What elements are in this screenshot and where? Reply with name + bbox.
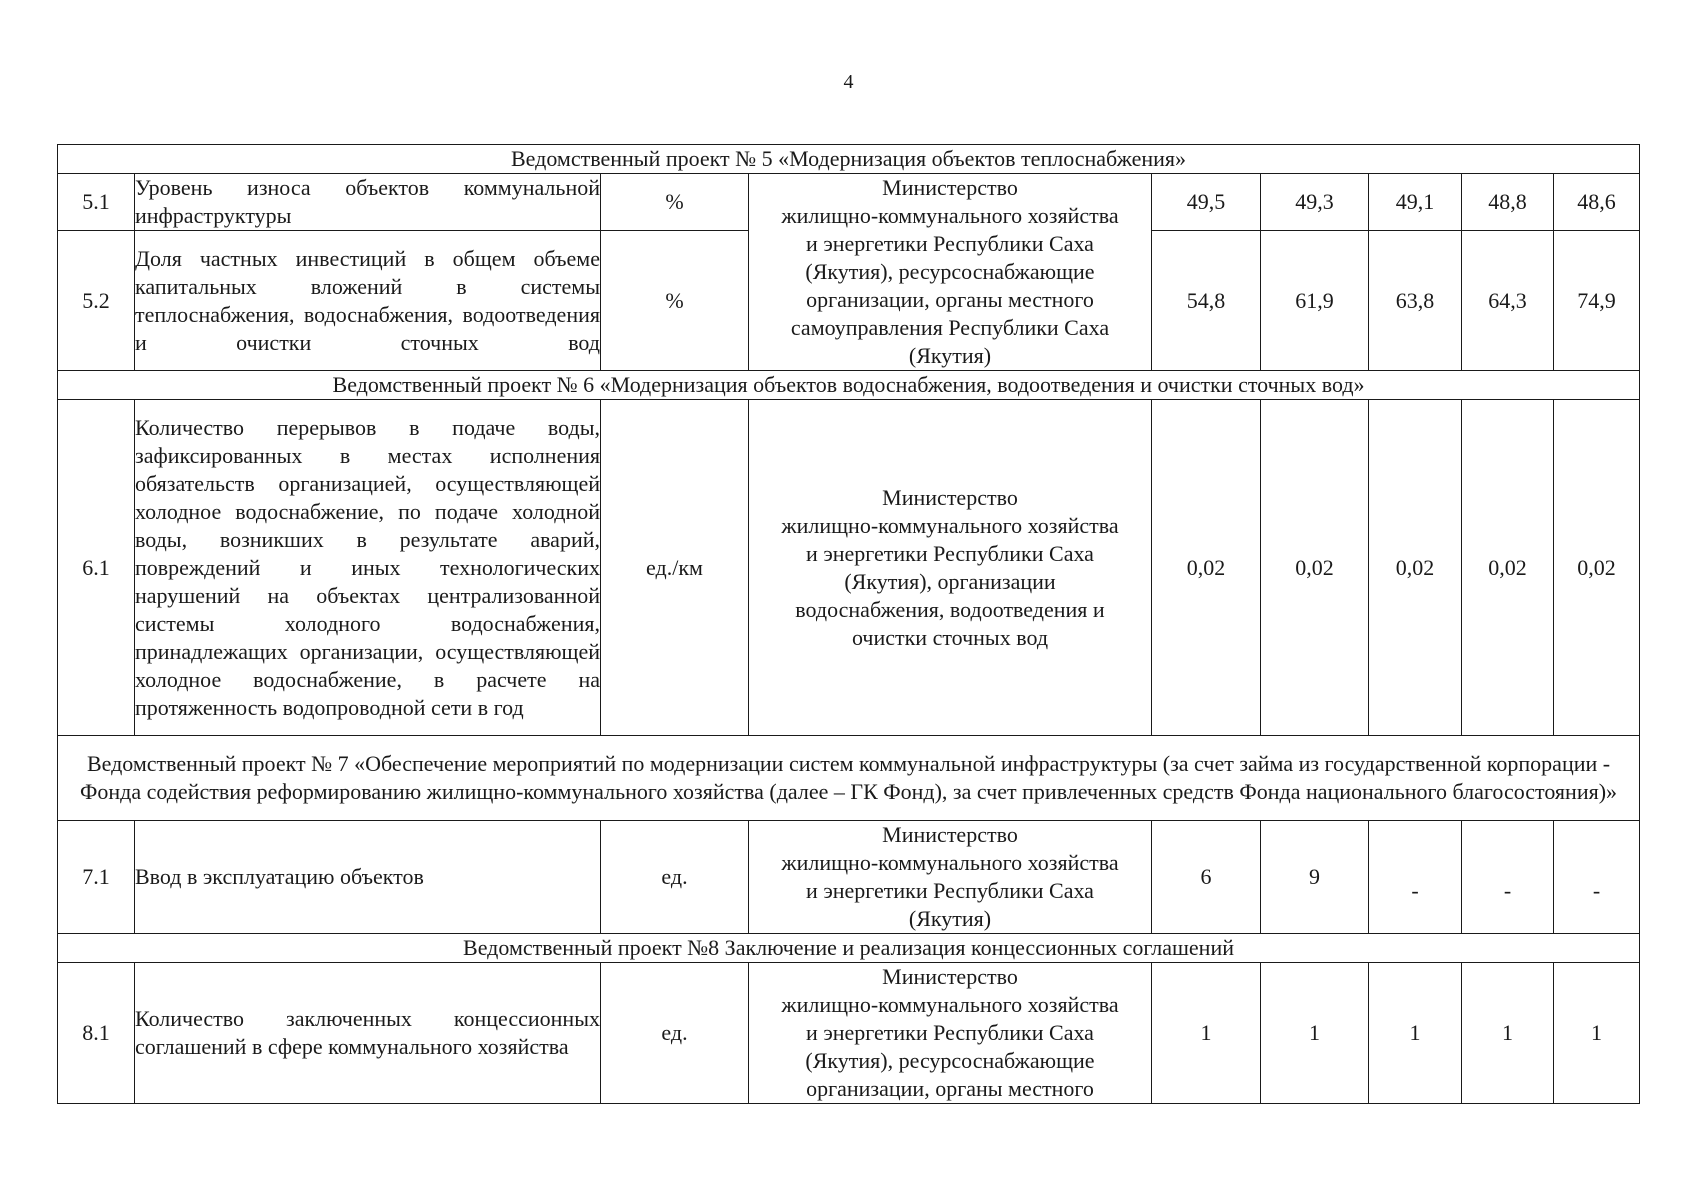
value-cell: 49,3 <box>1261 174 1369 231</box>
value-cell: 61,9 <box>1261 231 1369 371</box>
table-row-6-1 <box>58 400 1640 736</box>
row-number: 8.1 <box>58 963 135 1104</box>
value-cell: 64,3 <box>1462 231 1554 371</box>
table-row-8-1 <box>58 963 1640 1104</box>
row-number: 7.1 <box>58 821 135 934</box>
value-dash: - <box>1592 878 1601 903</box>
unit-cell: ед./км <box>601 400 749 736</box>
value-cell: 0,02 <box>1369 400 1462 736</box>
indicator-name: Количество заключенных концессионных соглашений в сфере коммунального хозяйства <box>135 963 601 1104</box>
table-row-7-1 <box>58 821 1640 934</box>
unit-cell: % <box>601 231 749 371</box>
value-cell: 0,02 <box>1261 400 1369 736</box>
responsible-cell <box>749 174 1152 371</box>
row-number: 6.1 <box>58 400 135 736</box>
section-title-6: Ведомственный проект № 6 «Модернизация объектов водоснабжения, водоотведения и очистки сточных вод» <box>58 371 1640 400</box>
value-cell: 48,8 <box>1462 174 1554 231</box>
table-row-5-1 <box>58 174 1640 231</box>
value-cell: 9 <box>1261 821 1369 934</box>
section-title-5: Ведомственный проект № 5 «Модернизация объектов теплоснабжения» <box>58 145 1640 174</box>
responsible-cell <box>749 400 1152 736</box>
page-number: 4 <box>843 71 854 93</box>
responsible-text: Министерство жилищно-коммунального хозяйства и энергетики Республики Саха (Якутия) <box>781 822 1119 931</box>
value-cell: 0,02 <box>1152 400 1261 736</box>
value-cell: 1 <box>1152 963 1261 1104</box>
responsible-text: Министерство жилищно-коммунального хозяйства и энергетики Республики Саха (Якутия), ресурсоснабжающие организации, органы местного <box>781 964 1119 1101</box>
value-cell <box>1369 821 1462 934</box>
value-cell: 48,6 <box>1554 174 1640 231</box>
section-title-8: Ведомственный проект №8 Заключение и реализация концессионных соглашений <box>58 934 1640 963</box>
section-row-6 <box>58 371 1640 400</box>
value-cell: 6 <box>1152 821 1261 934</box>
unit-cell: ед. <box>601 963 749 1104</box>
row-number: 5.1 <box>58 174 135 231</box>
indicator-name: Ввод в эксплуатацию объектов <box>135 821 601 934</box>
indicators-table <box>57 144 1640 1104</box>
value-cell: 54,8 <box>1152 231 1261 371</box>
section-title-7: Ведомственный проект № 7 «Обеспечение мероприятий по модернизации систем коммунальной инфраструктуры (за счет займа из государственной корпорации - Фонда содействия реформированию жилищно-коммунального хозяйства (далее – ГК Фонд), за счет привлеченных средств Фонда национального благосостояния)» <box>58 736 1640 821</box>
value-cell: 74,9 <box>1554 231 1640 371</box>
row-number: 5.2 <box>58 231 135 371</box>
responsible-text: Министерство жилищно-коммунального хозяйства и энергетики Республики Саха (Якутия), ресурсоснабжающие организации, органы местного самоуправления Республики Саха (Якутия) <box>781 175 1119 368</box>
value-dash: - <box>1503 878 1512 903</box>
section-row-8 <box>58 934 1640 963</box>
value-cell <box>1462 821 1554 934</box>
value-cell: 1 <box>1261 963 1369 1104</box>
unit-cell: % <box>601 174 749 231</box>
indicator-name: Количество перерывов в подаче воды, зафиксированных в местах исполнения обязательств организацией, осуществляющей холодное водоснабжение, по подаче холодной воды, возникших в результате аварий, повреждений и иных технологических нарушений на объектах централизованной системы холодного водоснабжения, принадлежащих организации, осуществляющей холодное водоснабжение, в расчете на протяженность водопроводной сети в год <box>135 400 601 736</box>
value-cell: 1 <box>1462 963 1554 1104</box>
value-cell: 63,8 <box>1369 231 1462 371</box>
responsible-cell <box>749 963 1152 1104</box>
responsible-text: Министерство жилищно-коммунального хозяйства и энергетики Республики Саха (Якутия), организации водоснабжения, водоотведения и очистки сточных вод <box>781 484 1119 650</box>
value-dash: - <box>1411 878 1419 903</box>
value-cell: 0,02 <box>1554 400 1640 736</box>
value-cell: 1 <box>1554 963 1640 1104</box>
responsible-cell <box>749 821 1152 934</box>
value-cell: 0,02 <box>1462 400 1554 736</box>
value-cell: 1 <box>1369 963 1462 1104</box>
value-cell: 49,5 <box>1152 174 1261 231</box>
unit-cell: ед. <box>601 821 749 934</box>
indicator-name: Доля частных инвестиций в общем объеме капитальных вложений в системы теплоснабжения, водоснабжения, водоотведения и очистки сточных вод <box>135 231 601 371</box>
value-cell: 49,1 <box>1369 174 1462 231</box>
section-row-5 <box>58 145 1640 174</box>
indicator-name: Уровень износа объектов коммунальной инфраструктуры <box>135 174 601 231</box>
value-cell <box>1554 821 1640 934</box>
section-row-7 <box>58 736 1640 821</box>
